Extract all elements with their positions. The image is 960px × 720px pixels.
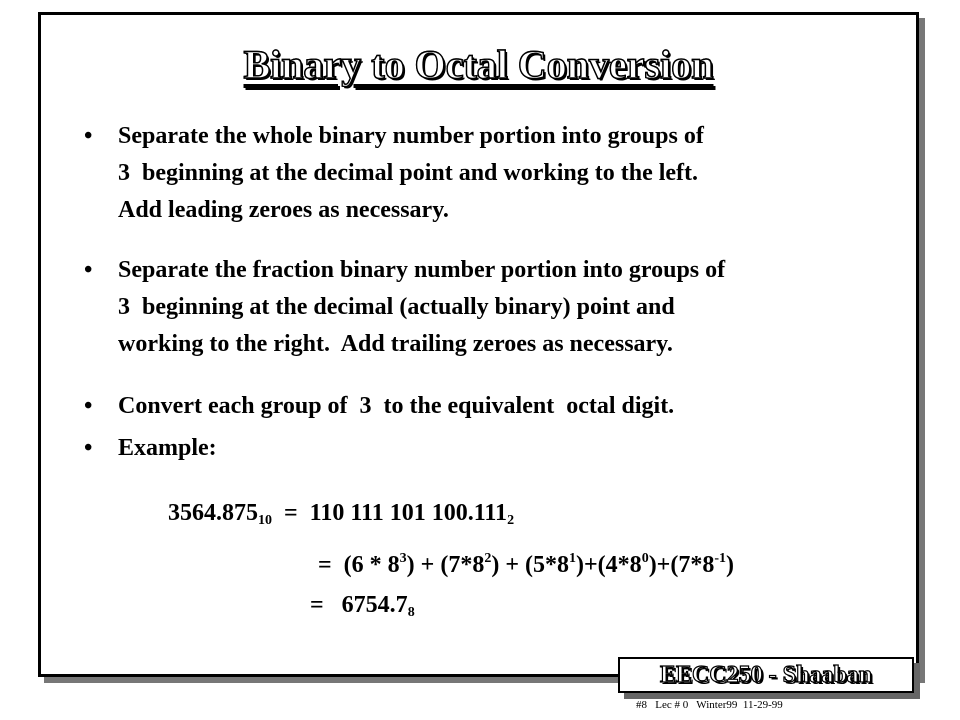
expansion-part: ) + (5*8 <box>491 552 570 578</box>
expansion-part: )+(7*8 <box>648 552 715 578</box>
binary-value: = 110 111 101 100.111 <box>272 500 508 526</box>
exponent: -1 <box>714 551 727 566</box>
expansion-part: = (6 * 8 <box>318 552 400 578</box>
example-line-3 <box>310 590 415 628</box>
bullet-1-line-3: Add leading zeroes as necessary. <box>118 197 449 223</box>
bullet-marker: • <box>84 257 93 283</box>
bullet-3-line-1: Convert each group of 3 to the equivalent octal digit. <box>118 393 675 419</box>
exponent: 0 <box>641 551 649 566</box>
exponent: 3 <box>399 551 407 566</box>
footer-note: #8 Lec # 0 Winter99 11-29-99 <box>636 699 783 711</box>
example-line-1 <box>168 498 514 536</box>
exponent: 2 <box>484 551 492 566</box>
bullet-marker: • <box>84 435 93 461</box>
bullet-2-text <box>118 252 888 363</box>
example-line-2 <box>318 544 734 580</box>
footer-course-badge: EECC250 - Shaaban <box>618 657 914 693</box>
octal-base: 8 <box>407 605 415 620</box>
octal-value: = 6754.7 <box>310 592 408 618</box>
expansion-part: ) <box>726 552 735 578</box>
slide-title: Binary to Octal Conversion <box>243 42 714 87</box>
bullet-1-line-1: Separate the whole binary number portion into groups of <box>118 123 704 149</box>
decimal-base: 10 <box>258 513 272 528</box>
bullet-marker: • <box>84 123 93 149</box>
decimal-value: 3564.875 <box>168 500 258 526</box>
binary-base: 2 <box>507 513 515 528</box>
expansion-part: ) + (7*8 <box>406 552 485 578</box>
bullet-3-text <box>118 388 888 425</box>
bullet-marker: • <box>84 393 93 419</box>
bullet-1-text <box>118 118 888 229</box>
bullet-1-line-2: 3 beginning at the decimal point and working to the left. <box>118 160 699 186</box>
bullet-2-line-2: 3 beginning at the decimal (actually binary) point and <box>118 294 675 320</box>
bullet-4-text <box>118 430 888 467</box>
expansion-part: )+(4*8 <box>576 552 642 578</box>
exponent: 1 <box>569 551 577 566</box>
bullet-2-line-1: Separate the fraction binary number portion into groups of <box>118 257 726 283</box>
bullet-4-line-1: Example: <box>118 435 217 461</box>
bullet-2-line-3: working to the right. Add trailing zeroes as necessary. <box>118 331 673 357</box>
